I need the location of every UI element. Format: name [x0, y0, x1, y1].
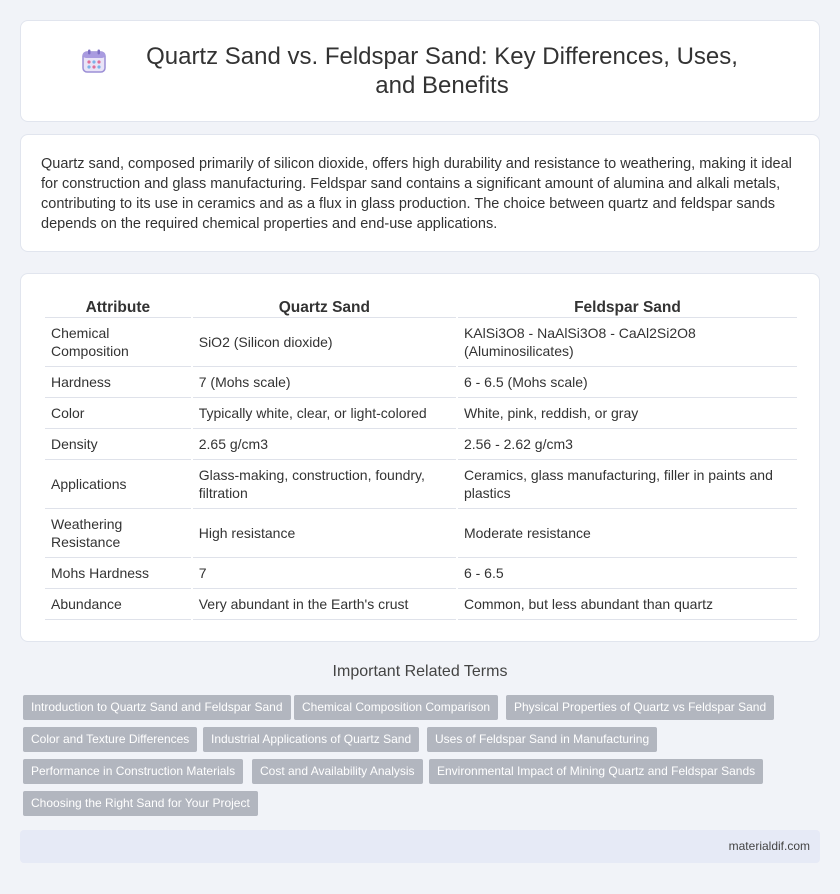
table-cell: Applications: [45, 460, 191, 509]
table-cell: 2.65 g/cm3: [193, 429, 456, 460]
column-header: Attribute: [45, 296, 191, 318]
title-card: [20, 20, 820, 122]
related-term-tag[interactable]: Introduction to Quartz Sand and Feldspar Sand: [23, 695, 291, 720]
table-cell: 6 - 6.5 (Mohs scale): [458, 367, 797, 398]
intro-paragraph: Quartz sand, composed primarily of silicon dioxide, offers high durability and resistance to weathering, making it ideal for construction and glass manufacturing. Feldspar sand contains a significant amount of alumina and alkali metals, contributing to its use in ceramics and as a flux in glass production. The choice between quartz and feldspar sands depends on the required chemical properties and end-use applications.: [41, 156, 792, 232]
table-cell: Density: [45, 429, 191, 460]
table-cell: High resistance: [193, 509, 456, 558]
column-header: Feldspar Sand: [458, 296, 797, 318]
table-row: [45, 509, 797, 558]
table-cell: Color: [45, 398, 191, 429]
table-cell: 7: [193, 558, 456, 589]
table-cell: Very abundant in the Earth's crust: [193, 589, 456, 620]
related-term-tag[interactable]: Physical Properties of Quartz vs Feldspar Sand: [506, 695, 774, 720]
table-cell: Mohs Hardness: [45, 558, 191, 589]
table-cell: KAlSi3O8 - NaAlSi3O8 - CaAl2Si2O8 (Aluminosilicates): [458, 318, 797, 367]
related-term-tag[interactable]: Uses of Feldspar Sand in Manufacturing: [427, 727, 657, 752]
table-cell: Common, but less abundant than quartz: [458, 589, 797, 620]
related-terms-heading: Important Related Terms: [332, 663, 508, 680]
related-term-tag[interactable]: Cost and Availability Analysis: [252, 759, 423, 784]
related-term-tag[interactable]: Performance in Construction Materials: [23, 759, 243, 784]
related-term-tag[interactable]: Choosing the Right Sand for Your Project: [23, 791, 258, 816]
table-header-row: [45, 296, 797, 318]
table-cell: Abundance: [45, 589, 191, 620]
intro-card: [20, 134, 820, 252]
table-cell: Hardness: [45, 367, 191, 398]
table-cell: Weathering Resistance: [45, 509, 191, 558]
table-cell: Ceramics, glass manufacturing, filler in paints and plastics: [458, 460, 797, 509]
table-cell: Typically white, clear, or light-colored: [193, 398, 456, 429]
table-cell: 6 - 6.5: [458, 558, 797, 589]
site-credit[interactable]: materialdif.com: [728, 839, 810, 853]
table-cell: Glass-making, construction, foundry, filtration: [193, 460, 456, 509]
column-header: Quartz Sand: [193, 296, 456, 318]
table-row: [45, 558, 797, 589]
table-row: [45, 429, 797, 460]
table-cell: Chemical Composition: [45, 318, 191, 367]
table-cell: 2.56 - 2.62 g/cm3: [458, 429, 797, 460]
table-cell: 7 (Mohs scale): [193, 367, 456, 398]
related-term-tag[interactable]: Color and Texture Differences: [23, 727, 197, 752]
table-row: [45, 589, 797, 620]
comparison-table: [43, 296, 799, 620]
page-title: Quartz Sand vs. Feldspar Sand: Key Differences, Uses, and Benefits: [146, 43, 738, 99]
related-term-tag[interactable]: Industrial Applications of Quartz Sand: [203, 727, 419, 752]
table-row: [45, 318, 797, 367]
footer: [20, 830, 820, 863]
table-cell: White, pink, reddish, or gray: [458, 398, 797, 429]
related-term-tag[interactable]: Environmental Impact of Mining Quartz and Feldspar Sands: [429, 759, 763, 784]
table-cell: Moderate resistance: [458, 509, 797, 558]
table-row: [45, 398, 797, 429]
table-row: [45, 460, 797, 509]
table-cell: SiO2 (Silicon dioxide): [193, 318, 456, 367]
table-row: [45, 367, 797, 398]
calendar-icon: [81, 48, 107, 74]
comparison-table-card: [20, 273, 820, 642]
related-term-tag[interactable]: Chemical Composition Comparison: [294, 695, 498, 720]
